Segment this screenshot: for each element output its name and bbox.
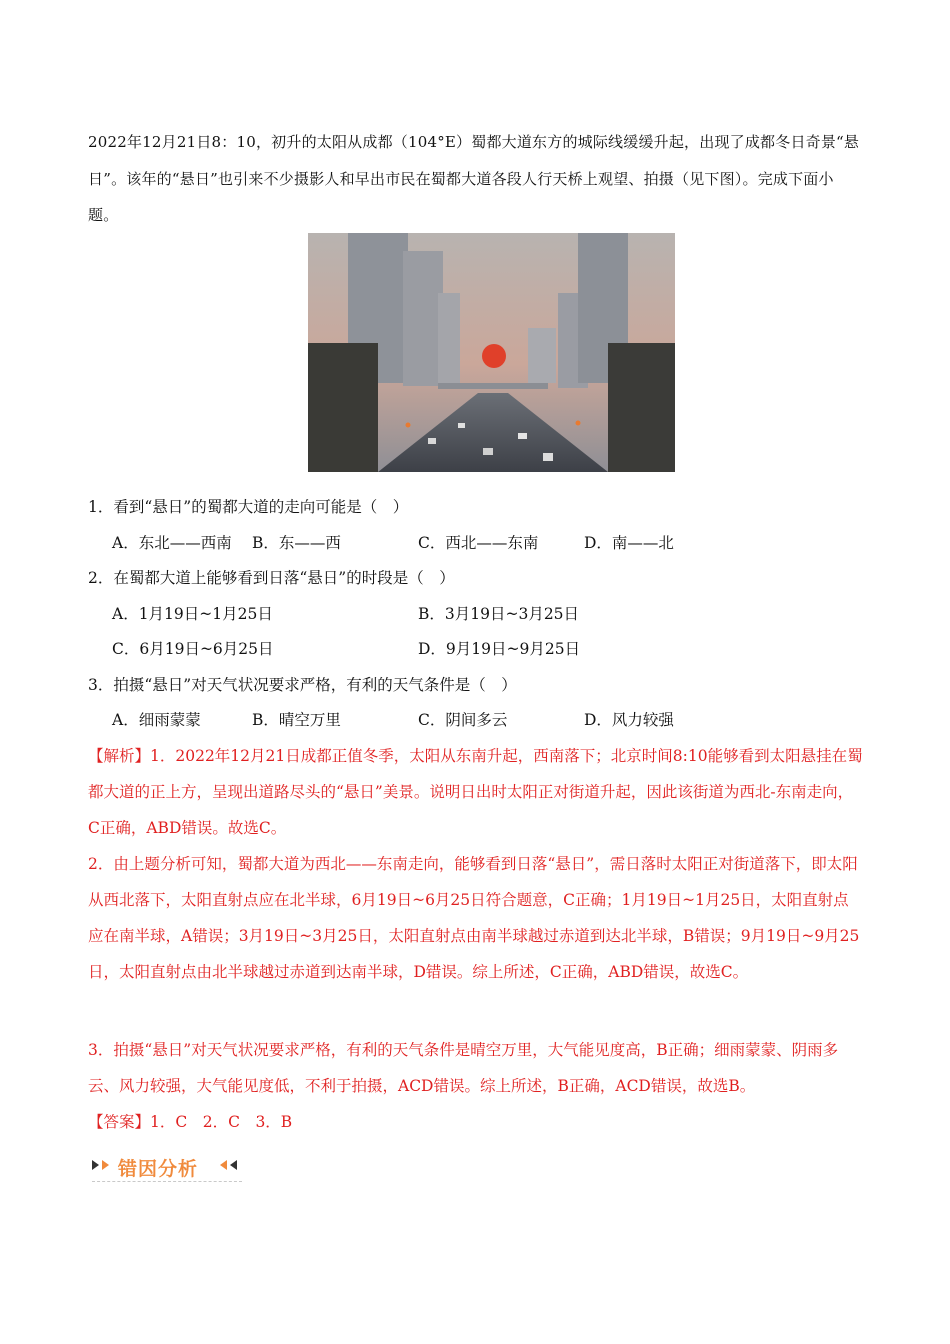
q1-option-c: C．西北——东南 (418, 534, 539, 552)
question-3-stem: 3．拍摄“悬日”对天气状况要求严格，有利的天气条件是（ ） (88, 676, 517, 694)
question-1-stem: 1．看到“悬日”的蜀都大道的走向可能是（ ） (88, 498, 409, 516)
section-header (90, 1150, 242, 1183)
q2-option-c: C．6月19日~6月25日 (112, 640, 274, 658)
q1-option-d: D．南——北 (584, 534, 674, 552)
section-title: 错因分析 (118, 1158, 199, 1180)
analysis-paragraph-3: 3．拍摄“悬日”对天气状况要求严格，有利的天气条件是晴空万里，大气能见度高，B正确；细雨蒙蒙、阴雨多云、风力较强，大气能见度低，不利于拍摄，ACD错误。综上所述，B正确，ACD错误，故选B。 (88, 1041, 839, 1095)
q3-option-a: A．细雨蒙蒙 (112, 711, 201, 729)
q3-option-d: D．风力较强 (584, 711, 674, 729)
q2-option-b: B．3月19日~3月25日 (418, 605, 580, 623)
q2-option-a: A．1月19日~1月25日 (112, 605, 273, 623)
double-right-arrow-icon (90, 1158, 116, 1172)
question-2-stem: 2．在蜀都大道上能够看到日落“悬日”的时段是（ ） (88, 569, 455, 587)
answer-line: 【答案】1．C 2．C 3．B (88, 1113, 293, 1131)
double-left-arrow-icon (214, 1158, 240, 1172)
sunset-photo (308, 233, 675, 472)
q2-option-d: D．9月19日~9月25日 (418, 640, 581, 658)
analysis-paragraph-2: 2．由上题分析可知，蜀都大道为西北——东南走向，能够看到日落“悬日”，需日落时太阳正对街道落下，即太阳从西北落下，太阳直射点应在北半球，6月19日~6月25日符合题意，C正确；1月19日~1月25日，太阳直射点应在南半球，A错误；3月19日~3月25日，太阳直射点由南半球越过赤道到达北半球，B错误；9月19日~9月25日，太阳直射点由北半球越过赤道到达南半球，D错误。综上所述，C正确，ABD错误，故选C。 (88, 855, 860, 981)
sunset-street-image (308, 233, 675, 472)
q3-option-b: B．晴空万里 (252, 711, 341, 729)
intro-paragraph: 2022年12月21日8：10，初升的太阳从成都（104°E）蜀都大道东方的城际线缓缓升起，出现了成都冬日奇景“悬日”。该年的“悬日”也引来不少摄影人和早出市民在蜀都大道各段人行天桥上观望、拍摄（见下图）。完成下面小题。 (88, 133, 860, 224)
q3-option-c: C．阴间多云 (418, 711, 508, 729)
analysis-paragraph-1: 【解析】1．2022年12月21日成都正值冬季，太阳从东南升起，西南落下；北京时间8:10能够看到太阳悬挂在蜀都大道的正上方，呈现出道路尽头的“悬日”美景。说明日出时太阳正对街道升起，因此该街道为西北-东南走向，C正确，ABD错误。故选C。 (88, 747, 863, 837)
q1-option-a: A．东北——西南 (112, 534, 232, 552)
q1-option-b: B．东——西 (252, 534, 341, 552)
section-divider (92, 1181, 242, 1182)
